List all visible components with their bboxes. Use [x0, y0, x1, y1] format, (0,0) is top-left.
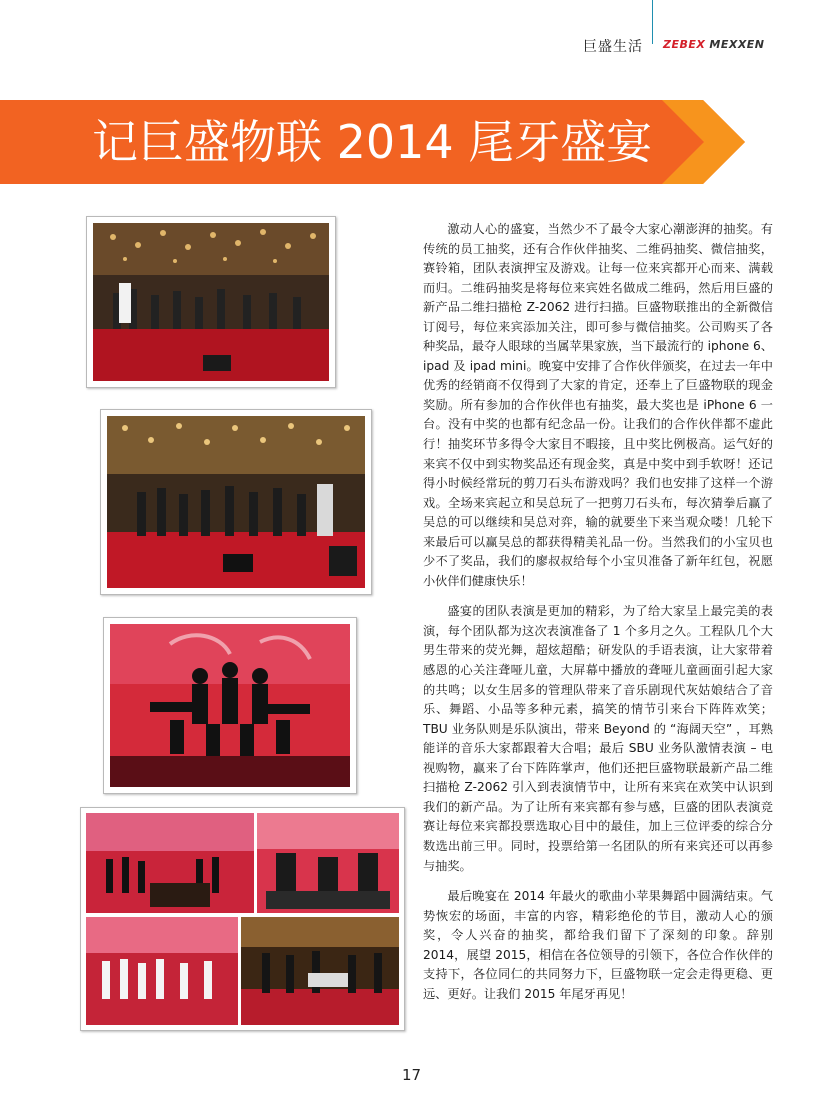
header-divider: [652, 0, 653, 44]
brand-logo: [663, 38, 765, 51]
brand-logo-mexxen: MEXXEN: [709, 38, 765, 51]
photo-stage-performance: [100, 409, 372, 595]
photo-ninja-dance: [103, 617, 357, 794]
page-number: 17: [401, 1066, 422, 1084]
photo-stage-dance: [86, 216, 336, 388]
article-paragraph: 最后晚宴在 2014 年最火的歌曲小苹果舞蹈中圆满结束。气势恢宏的场面，丰富的内容，精彩绝伦的节目，激动人心的颁奖，令人兴奋的抽奖，都给我们留下了深刻的印象。辞别 2014，展望 2015，相信在各位领导的引领下，各位合作伙伴的支持下，各位同仁的共同努力下，巨盛物联一定会走得更稳、更远、更好。让我们 2015 年尾牙再见！: [423, 889, 773, 1001]
brand-logo-zebex: ZEBEX: [663, 38, 706, 51]
section-label: 巨盛生活: [583, 39, 643, 55]
article-paragraph: 激动人心的盛宴，当然少不了最令大家心潮澎湃的抽奖。有传统的员工抽奖，还有合作伙伴抽奖、二维码抽奖、微信抽奖，赛铃箱，团队表演押宝及游戏。让每一位来宾都开心而来、满载而归。二维码抽奖是将每位来宾姓名做成二维码，然后用巨盛的新产品二维扫描枪 Z-2062 进行扫描。巨盛物联推出的全新微信订阅号，每位来宾添加关注，即可参与微信抽奖。公司购买了各种奖品，最夺人眼球的当属苹果家族，当下最流行的 iphone 6、ipad 及 ipad mini。晚宴中安排了合作伙伴颁奖，在过去一年中优秀的经销商不仅得到了大家的肯定，还奉上了巨盛物联的现金奖励。所有参加的合作伙伴也有抽奖，最大奖也是 iPhone 6 一台。没有中奖的也都有纪念品一份。让我们的合作伙伴都不虚此行！抽奖环节多得令大家目不暇接，且中奖比例极高。运气好的来宾不仅中到实物奖品还有现金奖，真是中奖中到手软呀！还记得小时候经常玩的剪刀石头布游戏吗？我们也安排了这样一个游戏。全场来宾起立和吴总玩了一把剪刀石头布，每次猜拳后赢了吴总的可以继续和吴总对弈，输的就要坐下来当观众喽！几轮下来最后可以赢吴总的都获得精美礼品一份。当然我们的小宝贝也少不了奖品，我们的廖叔叔给每个小宝贝准备了新年红包，祝愿小伙伴们健康快乐！: [423, 222, 773, 588]
page-title: 记巨盛物联 2014 尾牙盛宴: [92, 115, 653, 169]
article-body: [423, 220, 773, 1015]
photo-collage: [80, 807, 405, 1031]
article-paragraph: 盛宴的团队表演是更加的精彩，为了给大家呈上最完美的表演，每个团队都为这次表演准备了 1 个多月之久。工程队几个大男生带来的荧光舞，超炫超酷；研发队的手语表演，让大家带着感恩的心关注聋哑儿童，大屏幕中播放的聋哑儿童画面引起大家的共鸣；以女生居多的管理队带来了音乐剧现代灰姑娘结合了音乐、舞蹈、小品等多种元素，搞笑的情节引来台下阵阵欢笑；TBU 业务队则是乐队演出，带来 Beyond 的 “海阔天空” ，耳熟能详的音乐大家都跟着大合唱；最后 SBU 业务队激情表演 – 电视购物，赢来了台下阵阵掌声，他们还把巨盛物联最新产品二维扫描枪 Z-2062 引入到表演情节中，让所有来宾在欢笑中认识到我们的新产品。为了让所有来宾都有参与感，巨盛的团队表演竞赛让每位来宾都投票选取心目中的最佳，加上三位评委的综合分数选出前三甲。同时，投票给第一名团队的所有来宾还可以再参与抽奖。: [423, 604, 773, 873]
